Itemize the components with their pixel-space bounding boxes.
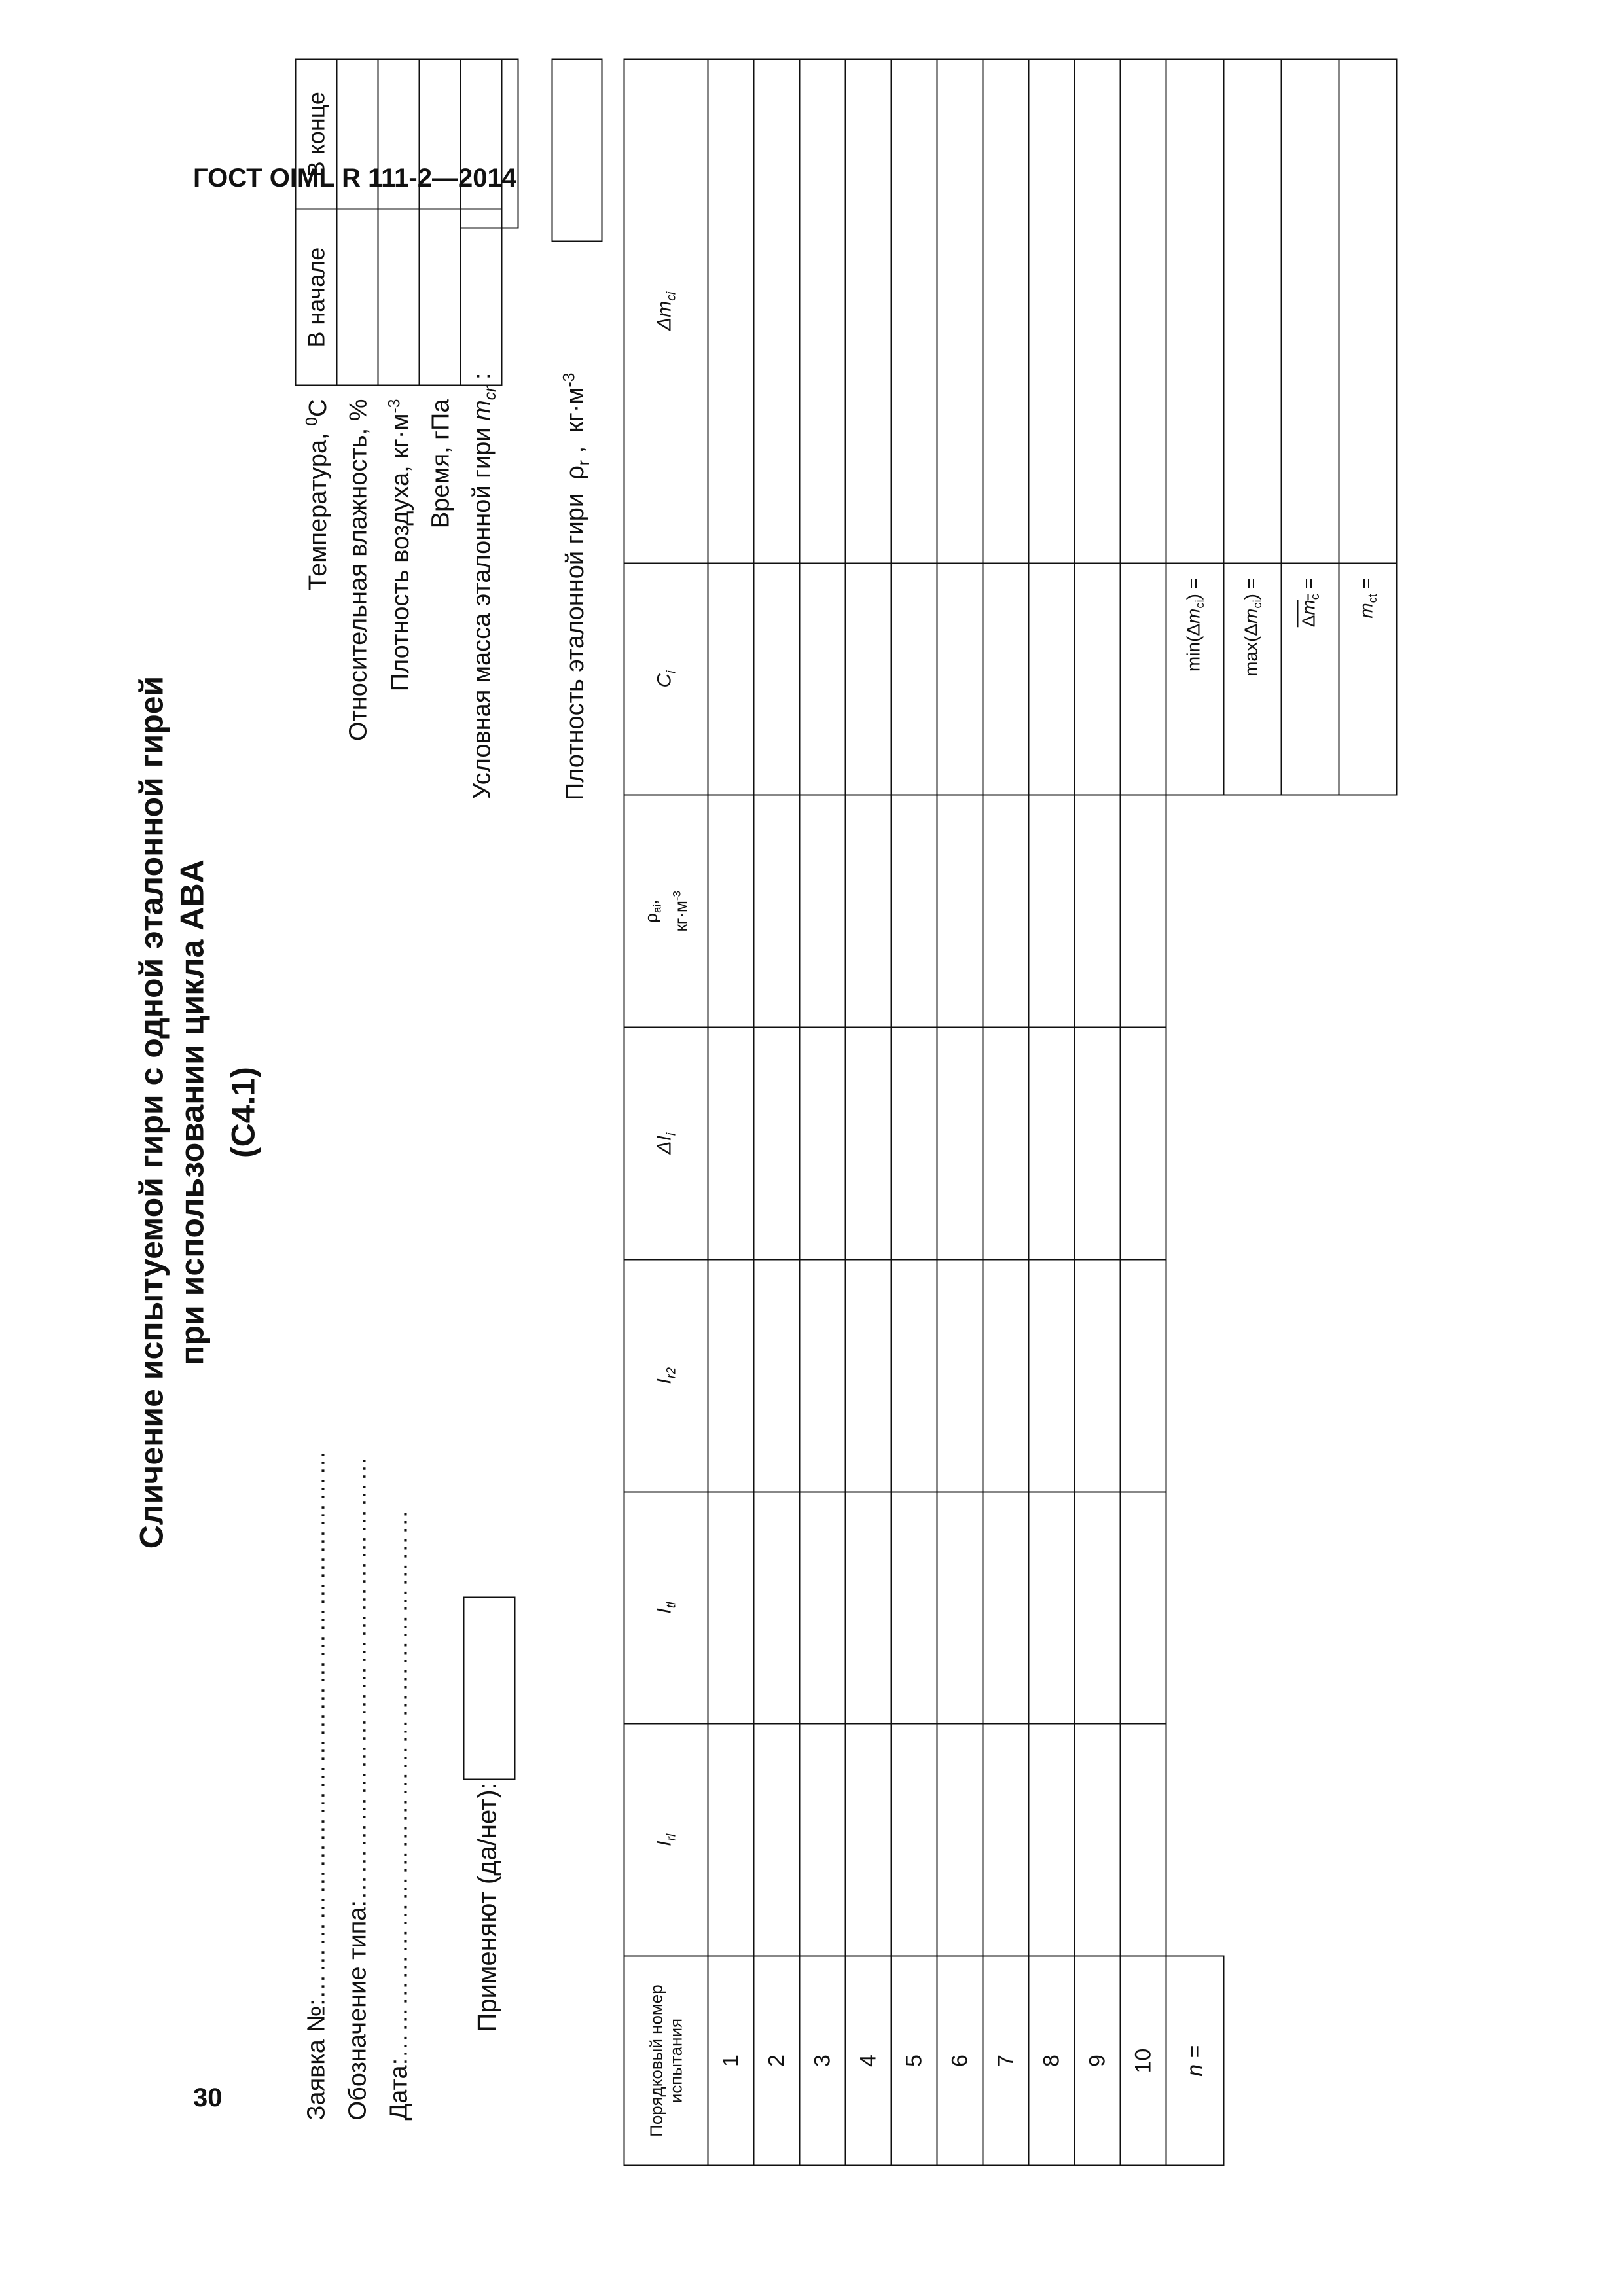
data-cell[interactable] [1075,1724,1121,1956]
blank-cell [1166,1028,1224,1260]
row-number: 6 [937,1956,983,2166]
ref-mass-label: Условная масса эталонной гири $m_{cr}$ : [468,372,500,799]
request-field[interactable]: Заявка №:……………………………………………………… [302,1449,331,2121]
data-cell[interactable] [892,1724,937,1956]
ref-density-input-box[interactable] [552,59,603,242]
row-number: 7 [983,1956,1029,2166]
data-cell[interactable] [1029,1028,1075,1260]
col-header-ci: $C_i$ [624,563,708,795]
data-cell[interactable] [846,795,892,1028]
col-header-number: Порядковый номер испытания [624,1956,708,2166]
col-header-dmci: $\Delta m_{ci}$ [624,60,708,564]
data-cell[interactable] [1029,1724,1075,1956]
col-header-rho: $\rho_{ai}$, $кг\cdot м^{-3}$ [624,795,708,1028]
env-cell[interactable] [420,209,461,386]
row-number: 5 [892,1956,937,2166]
data-cell[interactable] [800,1259,846,1492]
data-cell[interactable] [892,1492,937,1724]
row-number: 2 [754,1956,800,2166]
summary-value-cell[interactable] [1166,60,1224,564]
air-density-label: Плотность воздуха, $кг\cdot м^{-3}$ [386,399,415,692]
data-cell[interactable] [937,1028,983,1260]
page-number: 30 [193,2083,223,2112]
data-cell[interactable] [708,1259,754,1492]
designation-label: Обозначение типа: [344,1900,372,2121]
data-cell[interactable] [937,563,983,795]
blank-cell [1224,1259,1282,1492]
form-title: Сличение испытуемой гири с одной эталонной гирей [133,675,170,1549]
temperature-label: Температура, $^0$С [303,399,333,590]
data-cell[interactable] [892,563,937,795]
row-number: 4 [846,1956,892,2166]
data-cell[interactable] [708,1724,754,1956]
table-row [800,60,846,2166]
data-cell[interactable] [892,1028,937,1260]
data-cell[interactable] [1029,60,1075,564]
table-row [846,60,892,2166]
blank-cell [1224,1724,1282,1956]
date-field[interactable]: Дата:……………………………………………………… [385,1508,413,2121]
data-cell[interactable] [754,1724,800,1956]
data-cell[interactable] [708,1028,754,1260]
data-cell[interactable] [983,60,1029,564]
data-cell[interactable] [892,1259,937,1492]
col-header-irl: $I_{rl}$ [624,1724,708,1956]
blank-cell [1339,1724,1397,1956]
data-cell[interactable] [754,563,800,795]
data-cell[interactable] [800,795,846,1028]
env-col-end: В конце [296,60,337,209]
applied-label: Применяют (да/нет): [473,1782,502,2032]
blank-cell [1282,1492,1339,1724]
summary-row [1224,60,1282,2166]
data-cell[interactable] [1121,60,1166,564]
row-number: 8 [1029,1956,1075,2166]
table-row [708,60,754,2166]
data-cell[interactable] [754,1259,800,1492]
request-label: Заявка №: [302,1999,331,2121]
summary-label: $\Delta m_c$ = [1282,563,1339,795]
env-cell[interactable] [337,209,378,386]
summary-row [1339,60,1397,2166]
data-cell[interactable] [754,60,800,564]
table-row [1029,60,1075,2166]
data-cell[interactable] [983,1724,1029,1956]
blank-cell [1339,795,1397,1028]
table-row [1121,60,1166,2166]
env-cell[interactable] [461,209,502,386]
data-cell[interactable] [1121,1259,1166,1492]
table-row [754,60,800,2166]
row-number: 10 [1121,1956,1166,2166]
applied-input-box[interactable] [463,1597,516,1780]
env-col-start: В начале [296,209,337,386]
data-cell[interactable] [846,1724,892,1956]
data-cell[interactable] [1029,1492,1075,1724]
data-cell[interactable] [937,60,983,564]
data-cell[interactable] [708,1492,754,1724]
summary-row [1282,60,1339,2166]
blank-cell [1224,1956,1282,2166]
data-cell[interactable] [800,60,846,564]
blank-cell [1166,1724,1224,1956]
blank-cell [1282,795,1339,1028]
blank-cell [1282,1724,1339,1956]
data-cell[interactable] [800,1492,846,1724]
summary-label: $\min(\Delta m_{ci})$ = [1166,563,1224,795]
designation-field[interactable]: Обозначение типа:…………………………………………… [344,1455,372,2121]
time-pressure-label: Время, гПа [427,399,455,529]
data-cell[interactable] [937,795,983,1028]
summary-label: $\max(\Delta m_{ci})$ = [1224,563,1282,795]
blank-cell [1339,1492,1397,1724]
data-cell[interactable] [1075,1028,1121,1260]
env-cell[interactable] [378,209,420,386]
date-label: Дата: [385,2058,413,2121]
data-cell[interactable] [754,1492,800,1724]
row-number: 3 [800,1956,846,2166]
humidity-label: Относительная влажность, % [344,399,372,742]
blank-cell [1282,1956,1339,2166]
blank-cell [1282,1028,1339,1260]
row-number: 9 [1075,1956,1121,2166]
data-cell[interactable] [1029,795,1075,1028]
data-cell[interactable] [1121,1028,1166,1260]
data-cell[interactable] [1121,563,1166,795]
data-cell[interactable] [846,1492,892,1724]
col-header-ir2: $I_{r2}$ [624,1259,708,1492]
data-cell[interactable] [1075,60,1121,564]
form-subtitle: при использовании цикла ABA [173,859,211,1365]
form-code: (C4.1) [225,1067,262,1158]
data-cell[interactable] [1075,795,1121,1028]
data-cell[interactable] [892,795,937,1028]
data-cell[interactable] [1029,563,1075,795]
summary-value-cell[interactable] [1339,60,1397,564]
data-cell[interactable] [1029,1259,1075,1492]
summary-label: $m_{ct}$ = [1339,563,1397,795]
data-cell[interactable] [937,1492,983,1724]
data-cell[interactable] [983,1259,1029,1492]
data-cell[interactable] [983,563,1029,795]
table-row [1075,60,1121,2166]
data-cell[interactable] [846,563,892,795]
data-cell[interactable] [937,1259,983,1492]
blank-cell [1339,1259,1397,1492]
table-row [937,60,983,2166]
standard-code: ГОСТ OIML R 111-2—2014 [193,164,516,192]
env-cell[interactable] [378,60,420,209]
data-cell[interactable] [1075,1259,1121,1492]
data-cell[interactable] [846,60,892,564]
table-row [892,60,937,2166]
n-count-cell[interactable]: n = [1166,1956,1224,2166]
blank-cell [1166,795,1224,1028]
data-cell[interactable] [983,1028,1029,1260]
blank-cell [1166,1259,1224,1492]
data-cell[interactable] [937,1724,983,1956]
data-cell[interactable] [983,795,1029,1028]
data-cell[interactable] [754,795,800,1028]
data-cell[interactable] [846,1259,892,1492]
env-cell[interactable] [420,60,461,209]
blank-cell [1339,1028,1397,1260]
row-number: 1 [708,1956,754,2166]
data-cell[interactable] [1121,1724,1166,1956]
measurement-table [624,59,1398,2166]
data-cell[interactable] [708,795,754,1028]
blank-cell [1282,1259,1339,1492]
data-cell[interactable] [892,60,937,564]
data-cell[interactable] [1075,1492,1121,1724]
col-header-itl: $I_{tl}$ [624,1492,708,1724]
data-cell[interactable] [800,563,846,795]
data-cell[interactable] [1121,1492,1166,1724]
data-cell[interactable] [846,1028,892,1260]
data-cell[interactable] [708,563,754,795]
env-cell[interactable] [337,60,378,209]
blank-cell [1166,1492,1224,1724]
data-cell[interactable] [1075,563,1121,795]
blank-cell [1339,1956,1397,2166]
data-cell[interactable] [800,1028,846,1260]
summary-row [1166,60,1224,2166]
data-cell[interactable] [708,60,754,564]
rotated-form [132,59,1509,2166]
blank-cell [1224,1028,1282,1260]
ref-density-label: Плотность эталонной гири $\rho_r$ , $кг\cdot м^{-3}$ [560,372,593,801]
summary-value-cell[interactable] [1224,60,1282,564]
ref-mass-input-box[interactable] [460,59,519,229]
blank-cell [1224,795,1282,1028]
col-header-dli: $\Delta I_i$ [624,1028,708,1260]
table-row [983,60,1029,2166]
data-cell[interactable] [1121,795,1166,1028]
data-cell[interactable] [983,1492,1029,1724]
data-cell[interactable] [800,1724,846,1956]
blank-cell [1224,1492,1282,1724]
data-cell[interactable] [754,1028,800,1260]
summary-value-cell[interactable] [1282,60,1339,564]
